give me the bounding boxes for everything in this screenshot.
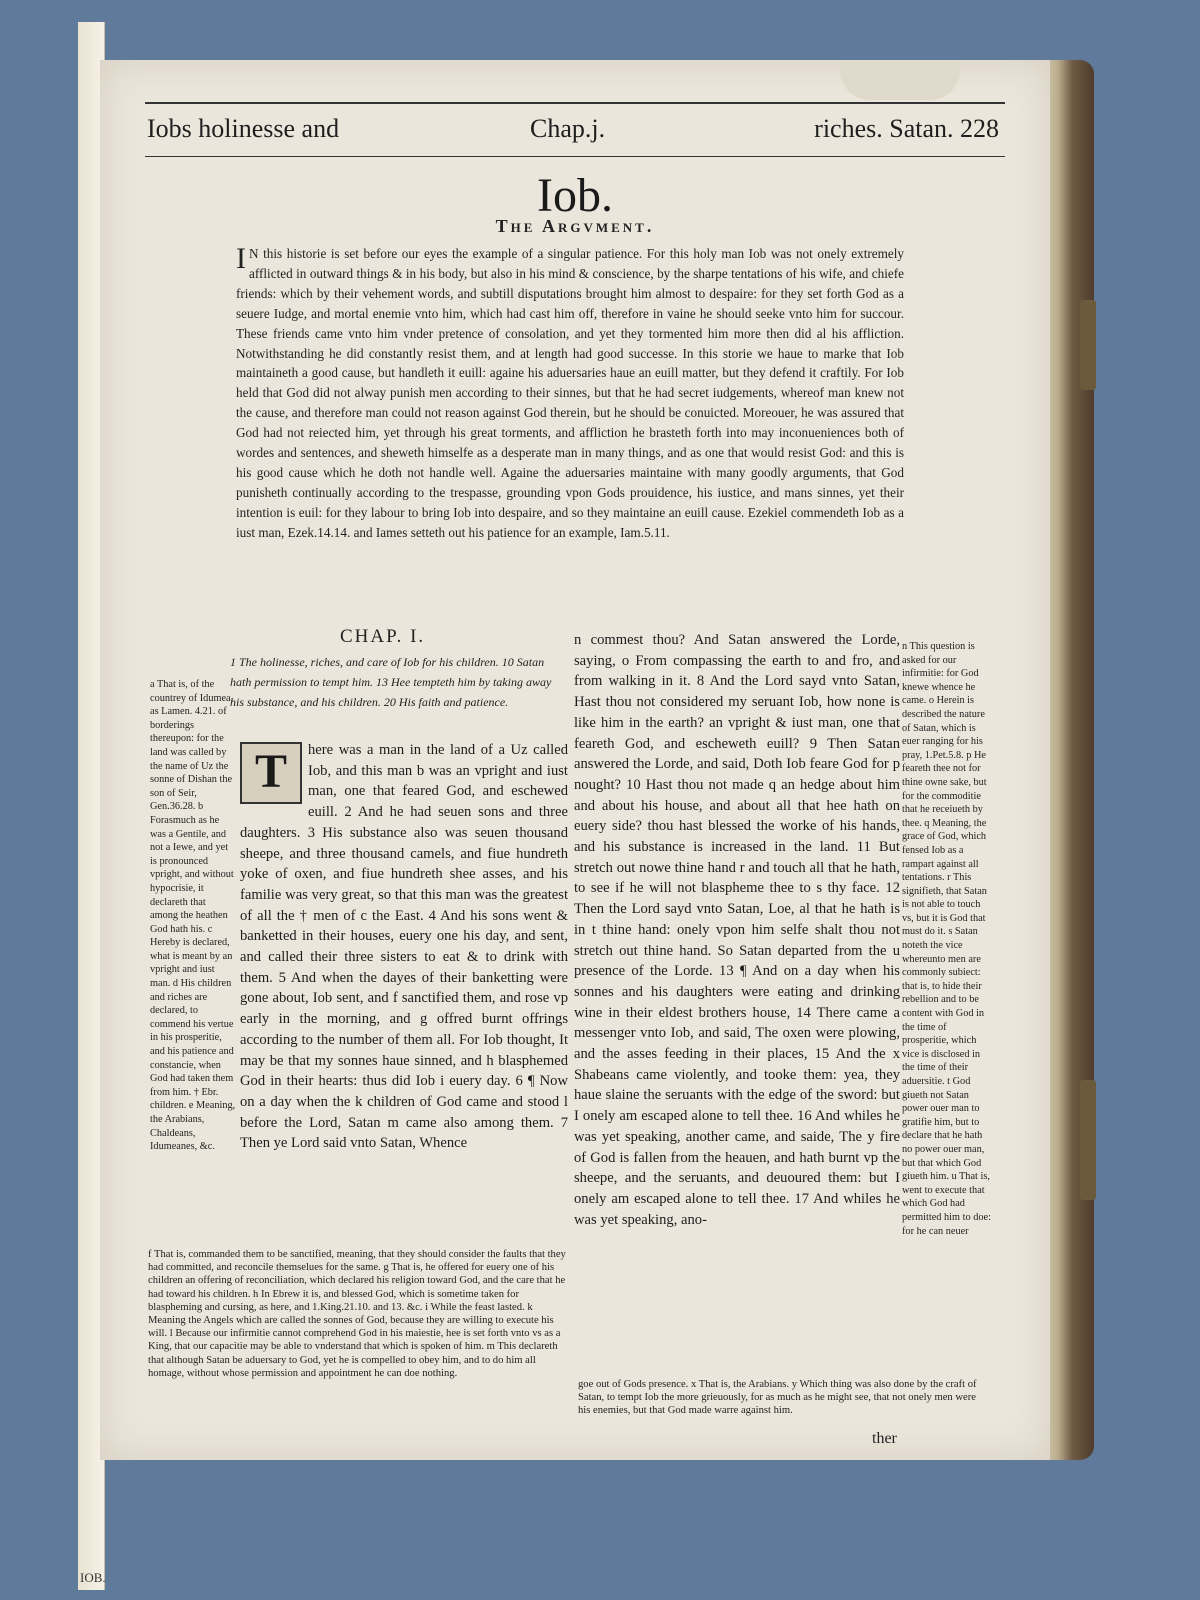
left-column-body: here was a man in the land of a Uz called Iob, and this man b was an vpright and iust man, one that feared God, and eschewed euill. 2 And he had seuen sons and three daughters. 3 His substance also was seuen thousand sheepe, and three thousand camels, and fiue hundreth yoke of oxen, and fiue hundreth shee asses, and his familie was very great, so that this man was the greatest of all the † men of c the East. 4 And his sons went & banketted in their houses, euery one his day, and sent, and called their three sisters to eat & to drink with them. 5 And when the dayes of their banketting were gone about, Iob sent, and f sanctified them, and rose vp early in the morning, and g offred burnt offrings according to the number of them all. For Iob thought, It may be that my sonnes haue sinned, and h blasphemed God in their hearts: thus did Iob i euery day. 6 ¶ Now on a day when the k children of God came and stood l before the Lord, Satan m came also among them. 7 Then ye Lord said vnto Satan, Whence [240,742,568,1152]
running-head-right: riches. Satan. 228 [814,114,999,143]
footnotes-left: f That is, commanded them to be sanctified, meaning, that they should consider the faults that they had committed, and reconcile themselues for the same. g That is, he offered for euery one of his children an offering of reconciliation, which declared his religion toward God, and the care that he had toward his children. h In Ebrew it is, and blessed God, which is sometime taken for blaspheming and cursing, as here, and 1.King.21.10. and 13. &c. i While the feast lasted. k Meaning the Angels which are called the sonnes of God, because they are willing to execute his will. l Because our infirmitie cannot comprehend God in his maiestie, hee is set forth vnto vs as a King, that our capacitie may be able to vnderstand that which is spoken of him. m This declareth that although Satan be aduersary to God, yet he is compelled to obey him, and to do him all homage, without whose permission and appointment he can doe nothing. [148,1249,566,1379]
argument-heading: The Argvment. [495,216,655,236]
book-page [100,60,1050,1460]
book-fore-edge [1046,60,1094,1460]
left-margin-notes: a That is, of the countrey of Idumea, as Lamen. 4.21. of borderings thereupon: for the land was called by the name of Uz the sonne of Dishan the son of Seir, Gen.36.28. b Forasmuch as he was a Gentile, and not a Iewe, and yet is pronounced vpright, and without hypocrisie, it declareth that among the heathen God hath his. c Hereby is declared, what is meant by an vpright and iust man. d His children and riches are declared, to commend his vertue in his prosperitie, and his patience and constancie, when God had taken them from him. † Ebr. children. e Meaning, the Arabians, Chaldeans, Idumeanes, &c. [150,679,236,1153]
drop-cap: T [240,742,302,804]
facing-page-footer: IOB. [80,1570,106,1585]
argument-text: IN this historie is set before our eyes the example of a singular patience. For this holy man Iob was not onely extremely afflicted in outward things & in his body, but also in his mind & conscience, by the sharpe tentations of his wife, and chiefe friends: which by their vehement words, and subtill disputations brought him almost to despaire: for they set forth God as a seuere Iudge, and mortal enemie vnto him, which had cast him off, therefore in vaine he should seeke vnto him for succour. These friends came vnto him vnder pretence of consolation, and yet they tormented him more then did al his affliction. Notwithstanding he did constantly resist them, and at length had good successe. In this storie we haue to marke that Iob maintaineth a good cause, but handleth it euill: againe his aduersaries haue an euill matter, but they defend it craftily. For Iob held that God did not alway punish men according to their sinnes, but that he had secret iudgements, whereof man knew not the cause, and therefore man could not reason against God therein, but he should be conuicted. Moreouer, he was assured that God had not reiected him, yet through his great torments, and affliction he brasteth forth into may inconueniences both of wordes and sentences, and sheweth himselfe as a desperate man in many things, and as one that would resist God: and this is his good cause which he doth not handle well. Againe the aduersaries maintaine with many goodly arguments, that God punisheth continually according to the trespasse, grounding vpon Gods prouidence, his iustice, and mans sinnes, yet their intention is euil: for they labour to bring Iob into despaire, and so they maintaine an euill cause. Ezekiel commendeth Iob as a iust man, Ezek.14.14. and Iames setteth out his patience for an example, Iam.5.11. [236,242,904,540]
book-title: Iob. [537,169,613,222]
running-head [145,102,1005,157]
right-margin-notes: n This question is asked for our infirmitie: for God knewe whence he came. o Herein is described the nature of Satan, which is euer ranging for his pray, 1.Pet.5.8. p He feareth thee not for thine owne sake, but for the commoditie that he receiueth by thee. q Meaning, the grace of God, which fensed Iob as a rampart against all tentations. r This signifieth, that Satan is not able to touch vs, but it is God that must do it. s Satan noteth the vice whereunto men are commonly subiect: that is, to hide their rebellion and to be content with God in the time of prosperitie, which vice is disclosed in the time of their aduersitie. t God giueth not Satan power ouer man to gratifie him, but to declare that he hath no power ouer man, but that which God giueth him. u That is, went to execute that which God had permitted him to doe: for he can neuer [902,641,991,1237]
book-clasp-upper [1080,300,1096,390]
page-corner-damage [840,60,960,100]
catchword: ther [872,1430,897,1447]
book-clasp-lower [1080,1080,1096,1200]
footnotes-right: goe out of Gods presence. x That is, the Arabians. y Which thing was also done by the craft of Satan, to tempt Iob the more grieuously, for as much as he might see, that not onely men were his enemies, but that God made warre against him. [578,1379,977,1417]
running-head-chapter: Chap.j. [530,114,606,143]
left-column-text [240,740,568,1154]
right-column-text: n commest thou? And Satan answered the Lorde, saying, o From compassing the earth to and fro, and from walking in it. 8 And the Lord sayd vnto Satan, Hast thou not considered my seruant Iob, how none is like him in the earth? an vpright & iust man, one that feareth God, and escheweth euill? 9 Then Satan answered the Lorde, and said, Doth Iob feare God for p nought? 10 Hast thou not made q an hedge about him and about his house, and about all that hee hath on euery side? thou hast blessed the worke of his hands, and his substance is increased in the land. 11 But stretch out nowe thine hand r and touch all that he hath, to see if he will not blaspheme thee to s thy face. 12 Then the Lord sayd vnto Satan, Loe, al that he hath is in t thine hand: onely vpon him selfe shalt thou not stretch out thine hand. So Satan departed from the u presence of the Lorde. 13 ¶ And on a day when his sonnes and his daughters were eating and drinking wine in their eldest brothers house, 14 There came a messenger vnto Iob, and said, The oxen were plowing, and the asses feeding in their places, 15 And the x Shabeans came violently, and tooke them: yea, they haue slaine the seruants with the edge of the sword: but I onely am escaped alone to tell thee. 16 And whiles he was yet speaking, another came, and saide, The y fire of God is fallen from the heauen, and hath burnt vp the sheepe, and the seruants, and deuoured them: but I onely am escaped alone to tell thee. 17 And whiles he was yet speaking, ano- [574,632,900,1228]
chapter-title: CHAP. I. [340,626,426,647]
chapter-summary: 1 The holinesse, riches, and care of Iob for his children. 10 Satan hath permission to tempt him. 13 Hee tempteth him by taking away his substance, and his children. 20 His faith and patience. [230,655,552,709]
running-head-left: Iobs holinesse and [147,114,340,143]
